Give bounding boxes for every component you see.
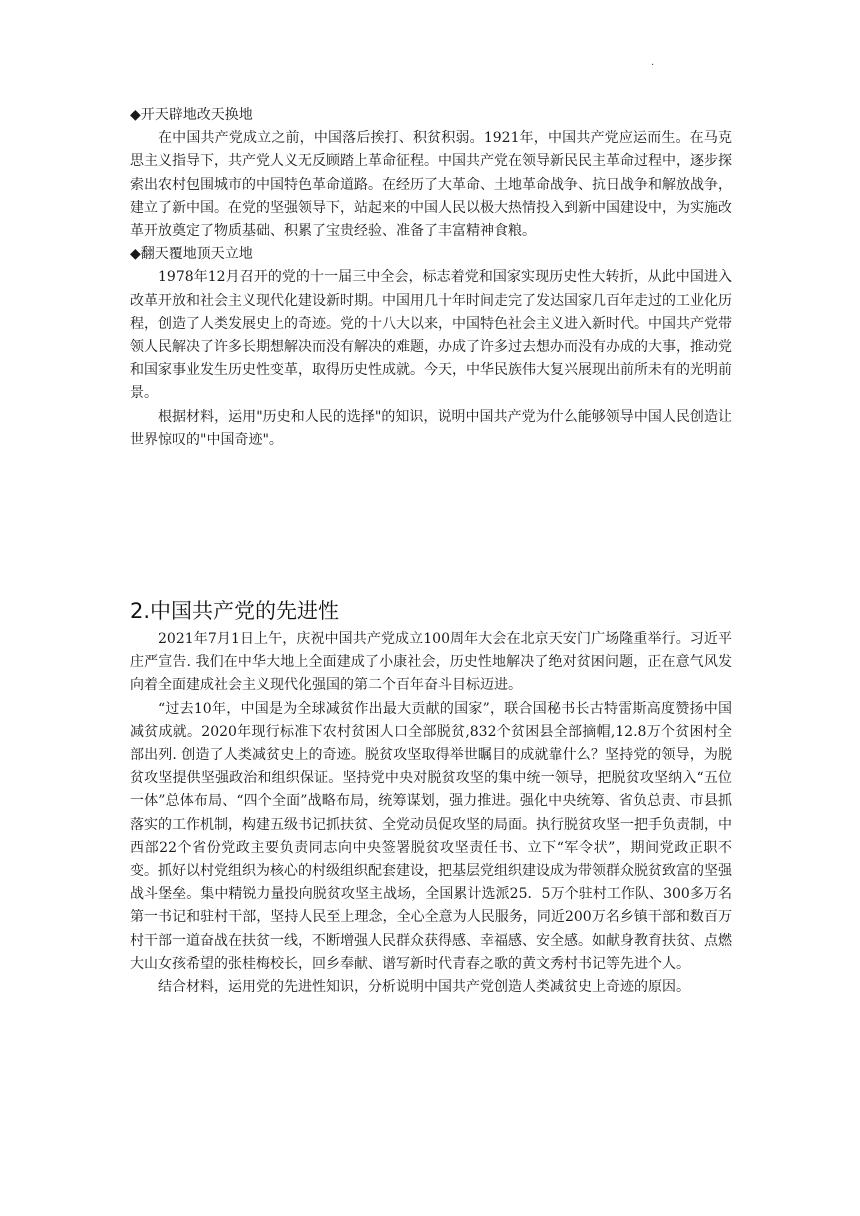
subheading-2: ◆翻天覆地顶天立地 <box>130 246 253 263</box>
paragraph: 在中国共产党成立之前，中国落后挨打、积贫积弱。1921年，中国共产党应运而生。在马克思主义指导下，共产党人义无反顾踏上革命征程。中国共产党在领导新民民主革命过程中，逐步探索出农村包围城市的中国特色革命道路。在经历了大革命、土地革命战争、抗日战争和解放战争，建立了新中国。在党的坚强领导下，站起来的中国人民以极大热情投入到新中国建设中，为实施改革开放奠定了物质基础、积累了宝贵经验、准备了丰富精神食粮。 <box>130 130 732 240</box>
question-2: 结合材料，运用党的先进性知识，分析说明中国共产党创造人类减贫史上奇迹的原因。 <box>158 979 690 996</box>
subheading-1: ◆开天辟地改天换地 <box>130 107 253 123</box>
paragraph: 2021年7月1日上午，庆祝中国共产党成立100周年大会在北京天安门广场隆重举行。习近平庄严宣告. 我们在中华大地上全面建成了小康社会，历史性地解决了绝对贫困问题，正在意气风发向着全面建成社会主义现代化强国的第二个百年奋斗目标迈进。 <box>130 631 732 694</box>
material-section-1 <box>130 104 732 452</box>
paragraph: 1978年12月召开的党的十一届三中全会，标志着党和国家实现历史性大转折，从此中国进入改革开放和社会主义现代化建设新时期。中国用几十年时间走完了发达国家几百年走过的工业化历程，创造了人类发展史上的奇迹。党的十八大以来，中国特色社会主义进入新时代。中国共产党带领人民解决了许多长期想解决而没有解决的难题，办成了许多过去想办而没有办成的大事，推动党和国家事业发生历史性变革，取得历史性成就。今天，中华民族伟大复兴展现出前所未有的光明前景。 <box>130 269 732 402</box>
section-title: 2.中国共产党的先进性 <box>130 599 340 623</box>
paragraph: “过去10年，中国是为全球减贫作出最大贡献的国家”，联合国秘书长古特雷斯高度赞扬中国减贫成就。2020年现行标准下农村贫困人口全部脱贫,832个贫困县全部摘帽,12.8万个贫困村全部出列. 创造了人类减贫史上的奇迹。脱贫攻坚取得举世瞩目的成就靠什么？坚持党的领导，为脱贫攻坚提供坚强政治和组织保证。坚持党中央对脱贫攻坚的集中统一领导，把脱贫攻坚纳入“五位一体”总体布局、“四个全面”战略布局，统筹谋划，强力推进。强化中央统筹、省负总责、市县抓落实的工作机制，构建五级书记抓扶贫、全党动员促攻坚的局面。执行脱贫攻坚一把手负责制，中西部22个省份党政主要负责同志向中央签署脱贫攻坚责任书、立下“军令状”，期间党政正职不变。抓好以村党组织为核心的村级组织配套建设，把基层党组织建设成为带领群众脱贫致富的坚强战斗堡垒。集中精锐力量投向脱贫攻坚主战场，全国累计选派25．5万个驻村工作队、300多万名第一书记和驻村干部，坚持人民至上理念，全心全意为人民服务，同近200万名乡镇干部和数百万村干部一道奋战在扶贫一线，不断增强人民群众获得感、幸福感、安全感。如献身教育扶贫、点燃大山女孩希望的张桂梅校长，回乡奉献、谱写新时代青春之歌的黄文秀村书记等先进个人。 <box>130 700 732 972</box>
material-section-2 <box>130 598 732 999</box>
header-mark: . <box>651 57 655 68</box>
question-1: 根据材料，运用"历史和人民的选择"的知识，说明中国共产党为什么能够领导中国人民创造让世界惊叹的"中国奇迹"。 <box>130 408 732 448</box>
